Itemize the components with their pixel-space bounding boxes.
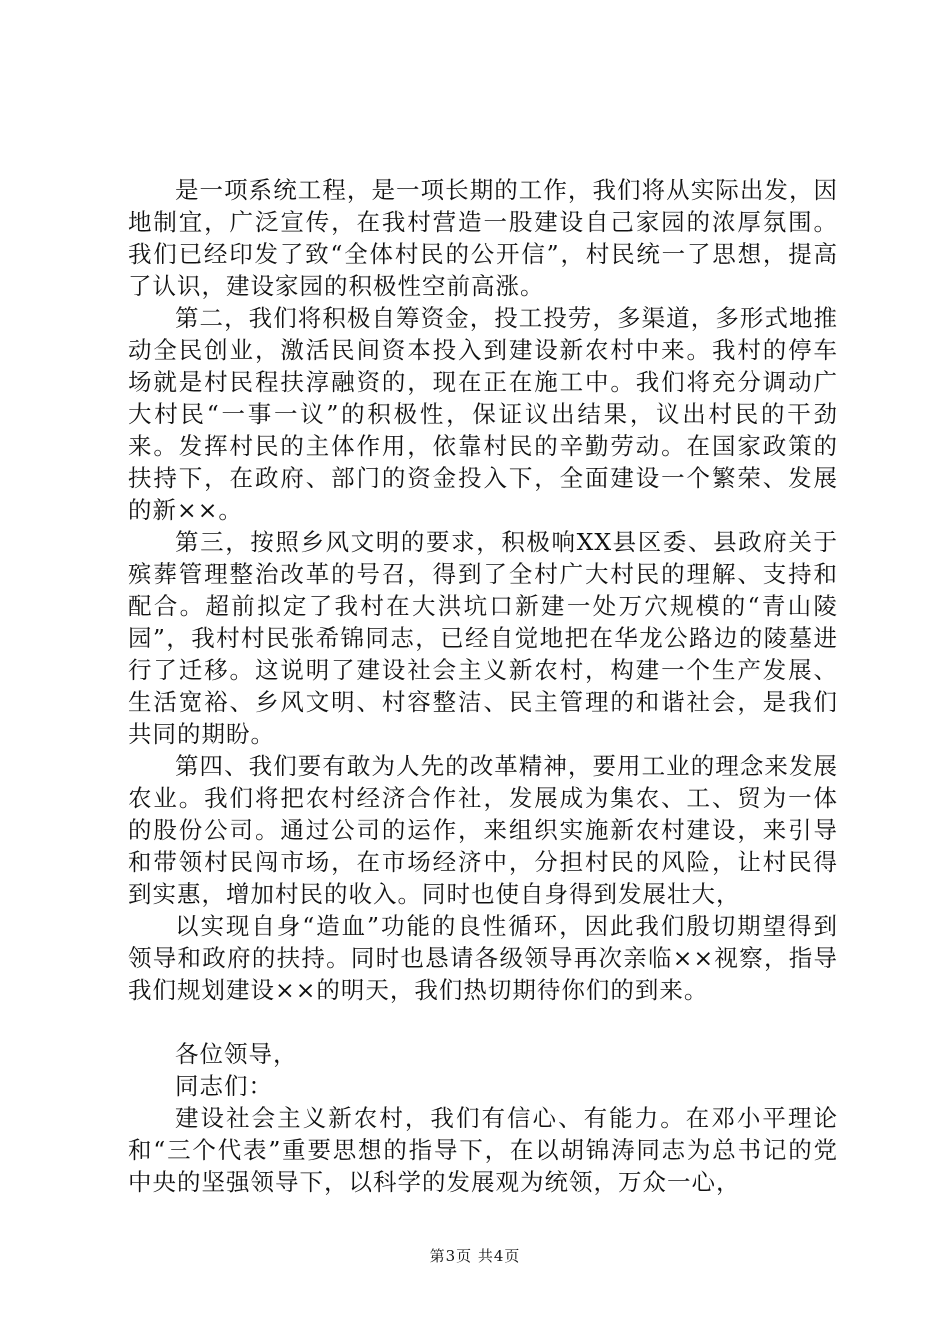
greeting-leaders: 各位领导， — [175, 1040, 298, 1068]
page-number-footer: 第3页 共4页 — [429, 1247, 521, 1265]
paragraph-appeal: 以实现自身“造血”功能的良性循环，因此我们殷切期望得到领导和政府的扶持。同时也恳请各级领导再次亲临××视察，指导我们规划建设××的明天，我们热切期待你们的到来。 — [128, 912, 838, 1004]
blank-line — [128, 1006, 838, 1038]
paragraph-closing: 建设社会主义新农村，我们有信心、有能力。在邓小平理论和“三个代表”重要思想的指导下，在以胡锦涛同志为总书记的党中央的坚强领导下，以科学的发展观为统领，万众一心， — [128, 1104, 838, 1196]
paragraph-continuation: 是一项系统工程，是一项长期的工作，我们将从实际出发，因地制宜，广泛宣传，在我村营造一股建设自己家园的浓厚氛围。我们已经印发了致“全体村民的公开信”，村民统一了思想，提高了认识，建设家园的积极性空前高涨。 — [128, 176, 838, 300]
document-body — [128, 174, 838, 1198]
paragraph-second-point: 第二，我们将积极自筹资金，投工投劳，多渠道，多形式地推动全民创业，激活民间资本投入到建设新农村中来。我村的停车场就是村民程扶淳融资的，现在正在施工中。我们将充分调动广大村民“一事一议”的积极性，保证议出结果，议出村民的干劲来。发挥村民的主体作用，依靠村民的辛勤劳动。在国家政策的扶持下，在政府、部门的资金投入下，全面建设一个繁荣、发展的新××。 — [128, 304, 838, 524]
paragraph-fourth-point: 第四、我们要有敢为人先的改革精神，要用工业的理念来发展农业。我们将把农村经济合作社，发展成为集农、工、贸为一体的股份公司。通过公司的运作，来组织实施新农村建设，来引导和带领村民闯市场，在市场经济中，分担村民的风险，让村民得到实惠，增加村民的收入。同时也使自身得到发展壮大， — [128, 752, 838, 908]
greeting-comrades: 同志们： — [175, 1072, 273, 1100]
paragraph-third-point: 第三，按照乡风文明的要求，积极响XX县区委、县政府关于殡葬管理整治改革的号召，得到了全村广大村民的理解、支持和配合。超前拟定了我村在大洪坑口新建一处万穴规模的“青山陵园”，我村村民张希锦同志，已经自觉地把在华龙公路边的陵墓进行了迁移。这说明了建设社会主义新农村，构建一个生产发展、生活宽裕、乡风文明、村容整洁、民主管理的和谐社会，是我们共同的期盼。 — [128, 528, 838, 748]
